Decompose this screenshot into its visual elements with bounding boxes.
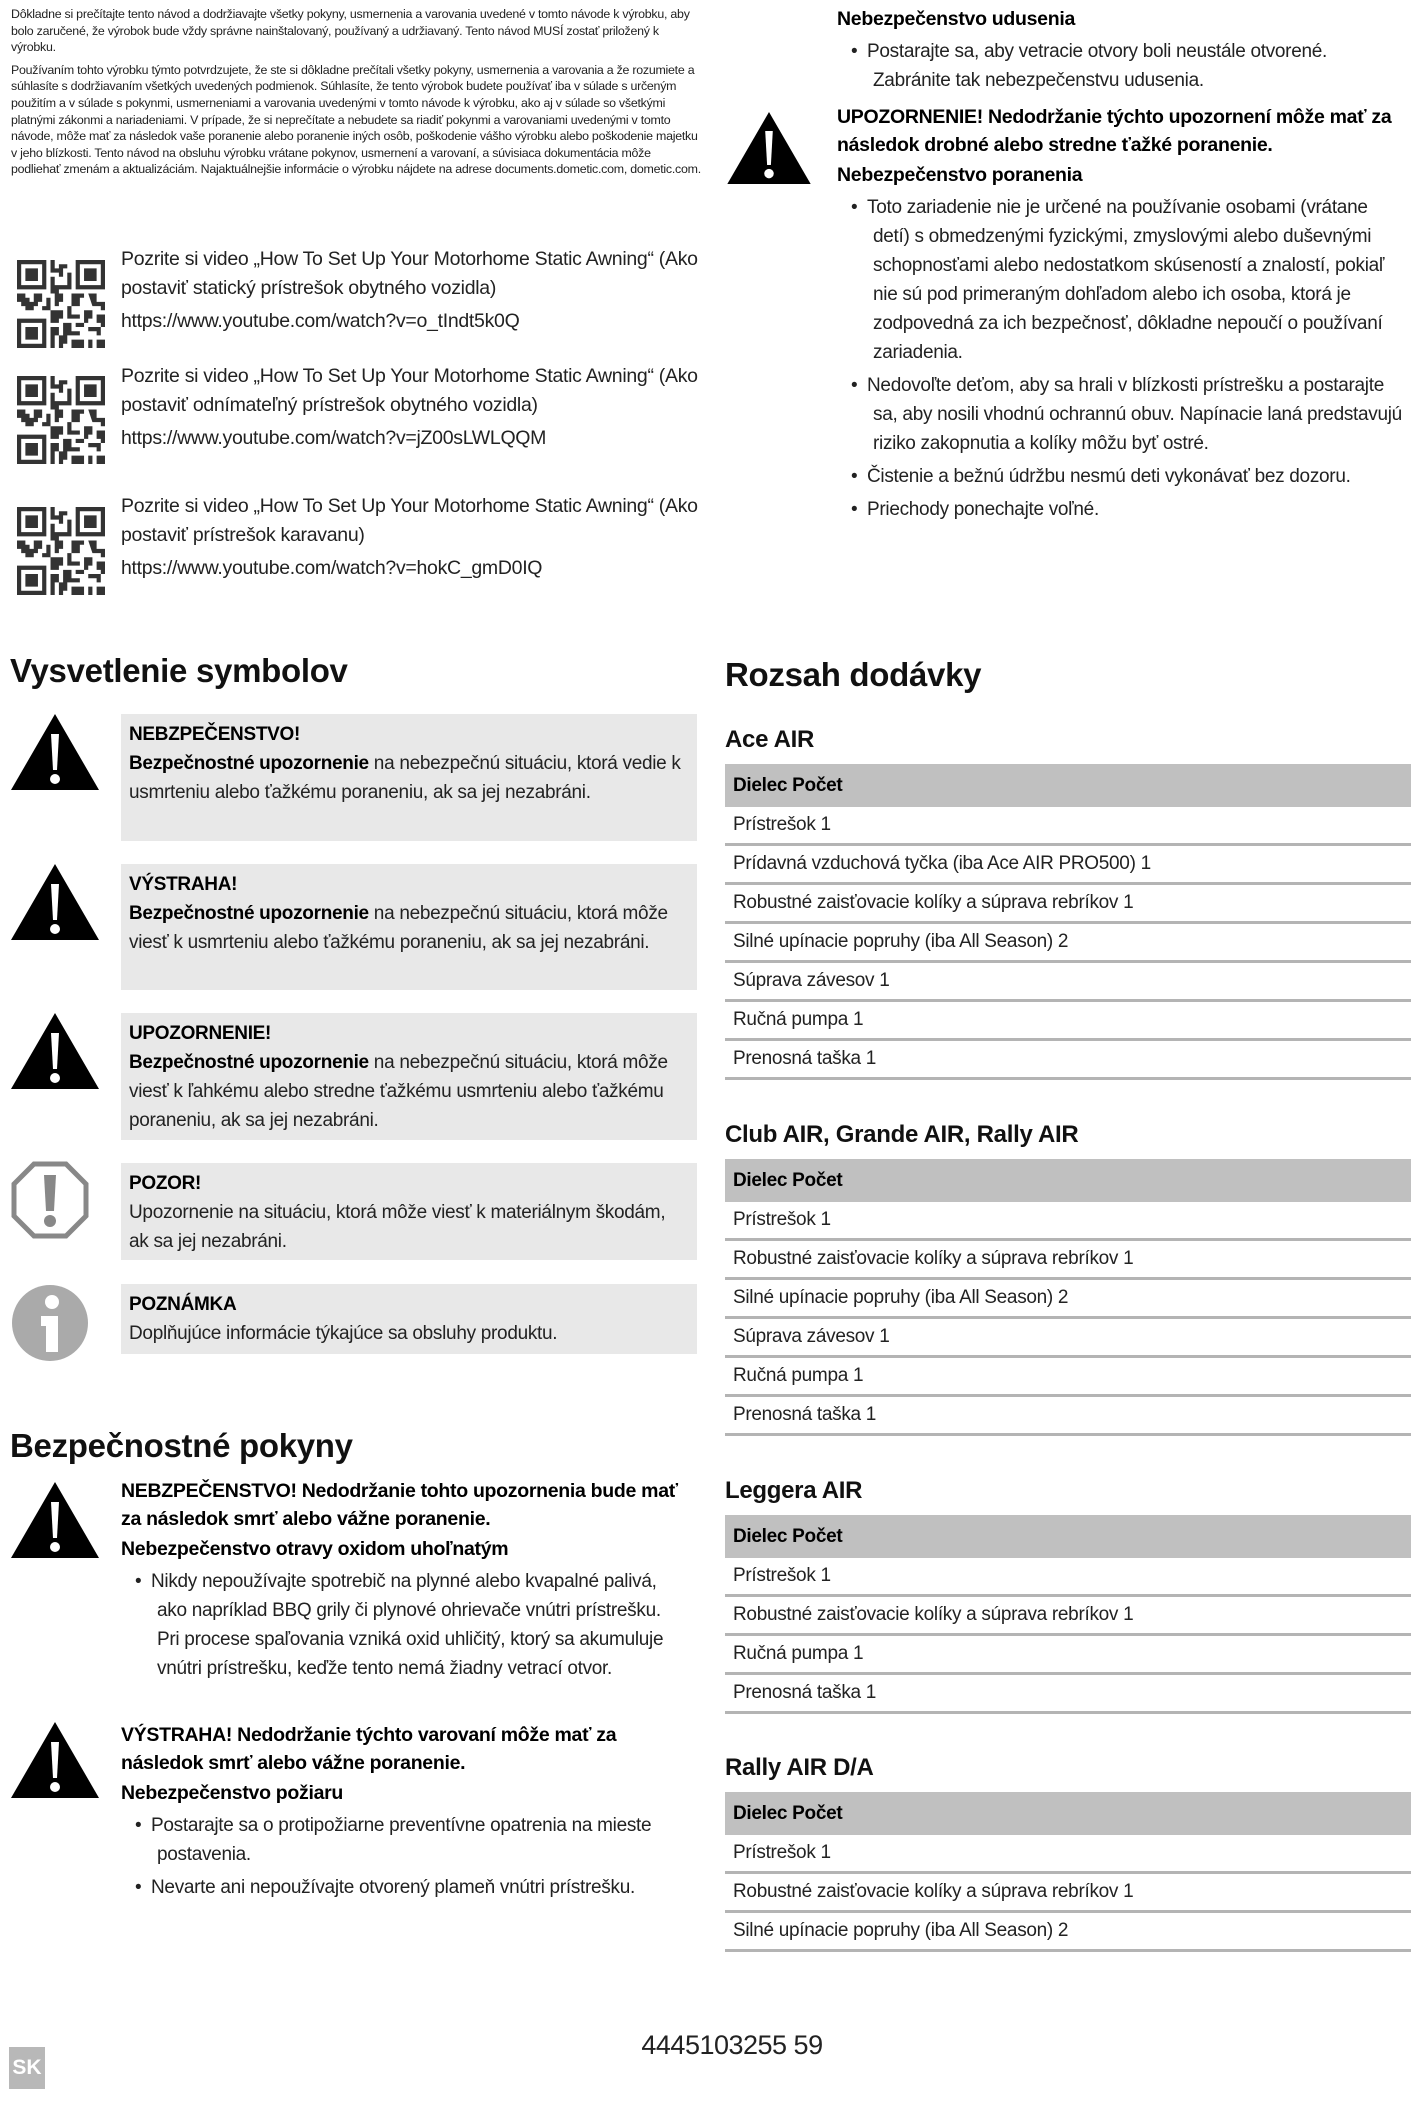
- symbol-title: POZNÁMKA: [129, 1294, 237, 1315]
- table-row: Robustné zaisťovacie kolíky a súprava rebríkov 1: [725, 1241, 1411, 1280]
- symbol-bold: Bezpečnostné upozornenie: [129, 753, 369, 774]
- delivery-section: [725, 1477, 1411, 1714]
- table-row: Súprava závesov 1: [725, 1319, 1411, 1358]
- symbol-text: Upozornenie na situáciu, ktorá môže viesť k materiálnym škodám, ak sa jej nezabráni.: [129, 1202, 666, 1252]
- table-row: Prídavná vzduchová tyčka (iba Ace AIR PRO500) 1: [725, 846, 1411, 885]
- table-row: Prenosná taška 1: [725, 1675, 1411, 1714]
- symbol-title: UPOZORNENIE!: [129, 1023, 272, 1044]
- bullet-item: • Nikdy nepoužívajte spotrebič na plynné alebo kvapalné palivá, ako napríklad BBQ grily či plynové ohrievače vnútri prístrešku. Pri procese spaľovania vzniká oxid uhličitý, ktorý sa akumuluje vnútri prístrešku, keďže tento nemá žiadny vetrací otvor.: [121, 1567, 681, 1683]
- caution-bullets: [837, 193, 1407, 524]
- product-heading: Ace AIR: [725, 726, 815, 753]
- symbol-note: [121, 1284, 697, 1354]
- page-number: 4445103255 59: [641, 2030, 823, 2060]
- bullet-item: • Toto zariadenie nie je určené na používanie osobami (vrátane detí) s obmedzenými fyzickými, zmyslovými alebo duševnými schopnosťami alebo nedostatkom skúseností a znalostí, pokiaľ nie sú pod primeraným dohľadom alebo ich osoba, ktorá je zodpovedná za ich bezpečnosť, dôkladne nepoučí o používaní zariadenia.: [837, 193, 1407, 367]
- section-heading-delivery: Rozsah dodávky: [725, 656, 982, 693]
- parts-table: [725, 1159, 1411, 1436]
- video-link-item: [121, 362, 701, 453]
- intro-paragraph: Dôkladne si prečítajte tento návod a dodržiavajte všetky pokyny, usmernenia a varovania uvedené v tomto návode k výrobku, aby bolo zaručené, že výrobok bude vždy správne nainštalovaný, používaný a udržiavaný. Tento návod MUSÍ zostať priložený k výrobku.: [11, 7, 690, 55]
- table-header: Dielec Počet: [725, 764, 1411, 807]
- danger-triangle-icon: [11, 714, 99, 790]
- caution-triangle-icon: [725, 112, 813, 184]
- caution-subheading: Nebezpečenstvo poranenia: [837, 164, 1083, 186]
- table-header: Dielec Počet: [725, 1515, 1411, 1558]
- safety-caution-block: [837, 103, 1407, 524]
- symbol-notice: [121, 1163, 697, 1260]
- table-row: Robustné zaisťovacie kolíky a súprava rebríkov 1: [725, 885, 1411, 924]
- video-link-item: [121, 245, 701, 336]
- product-heading: Club AIR, Grande AIR, Rally AIR: [725, 1121, 1079, 1148]
- product-heading: Leggera AIR: [725, 1477, 863, 1504]
- table-row: Robustné zaisťovacie kolíky a súprava rebríkov 1: [725, 1597, 1411, 1636]
- intro-paragraph: Používaním tohto výrobku týmto potvrdzujete, že ste si dôkladne prečítali všetky pokyny, usmernenia a varovania a že rozumiete a súhlasíte s dodržiavaním všetkých uvedených podmienok. Súhlasíte, že tento výrobok budete používať iba v súlade s určeným použitím a v súlade s pokynmi, usmerneniami a varovania uvedenými v tomto návode k výrobku, ako aj v súlade so všetkými platnými zákonmi a nariadeniami. V prípade, že si neprečítate a nebudete sa riadiť pokynmi a varovaniami uvedenými v tomto návode, môže mať za následok vaše poranenie alebo poranenie iných osôb, poškodenie vášho výrobku alebo poškodenie majetku v jeho blízkosti. Tento návod na obsluhu výrobku vrátane pokynov, usmernení a varovaní, a súvisiaca dokumentácia môže podliehať zmenám a aktualizáciám. Najaktuálnejšie informácie o výrobku nájdete na adrese documents.dometic.com, dometic.com.: [11, 62, 701, 177]
- notice-octagon-icon: [11, 1161, 89, 1239]
- video-description: Pozrite si video „How To Set Up Your Motorhome Static Awning“ (Ako postaviť prístrešok karavanu): [121, 495, 698, 546]
- symbol-title: POZOR!: [129, 1173, 202, 1194]
- delivery-section: [725, 1754, 1411, 1952]
- symbol-bold: Bezpečnostné upozornenie: [129, 1052, 369, 1073]
- parts-table: [725, 1515, 1411, 1714]
- table-row: Súprava závesov 1: [725, 963, 1411, 1002]
- delivery-section: [725, 1121, 1411, 1436]
- product-heading: Rally AIR D/A: [725, 1754, 874, 1781]
- symbol-text: na nebezpečnú situáciu, ktorá vedie k usmrteniu alebo ťažkému poraneniu, ak sa jej nezabráni.: [129, 753, 681, 803]
- table-row: Prístrešok 1: [725, 1558, 1411, 1597]
- danger-subheading: Nebezpečenstvo otravy oxidom uhoľnatým: [121, 1538, 509, 1560]
- warning-triangle-icon: [11, 1722, 99, 1798]
- symbol-title: NEBZPEČENSTVO!: [129, 724, 301, 745]
- caution-triangle-icon: [11, 1013, 99, 1089]
- danger-triangle-icon: [11, 1482, 99, 1558]
- symbol-danger: [121, 714, 697, 841]
- qr-code-icon: [17, 376, 105, 464]
- symbol-text: na nebezpečnú situáciu, ktorá môže viesť k ľahkému alebo stredne ťažkému usmrteniu alebo ťažkému poraneniu, ak sa jej nezabráni.: [129, 1052, 668, 1131]
- table-row: Prístrešok 1: [725, 1202, 1411, 1241]
- language-badge: SK: [9, 2047, 45, 2089]
- symbol-caution: [121, 1013, 697, 1140]
- table-row: Ručná pumpa 1: [725, 1358, 1411, 1397]
- symbol-bold: Bezpečnostné upozornenie: [129, 903, 369, 924]
- table-header: Dielec Počet: [725, 1159, 1411, 1202]
- table-row: Prenosná taška 1: [725, 1041, 1411, 1080]
- table-header: Dielec Počet: [725, 1792, 1411, 1835]
- table-row: Prístrešok 1: [725, 1835, 1411, 1874]
- table-row: Prístrešok 1: [725, 807, 1411, 846]
- warning-bullets: [121, 1811, 681, 1902]
- table-row: Silné upínacie popruhy (iba All Season) 2: [725, 1280, 1411, 1319]
- table-row: Ručná pumpa 1: [725, 1002, 1411, 1041]
- video-url-link[interactable]: https://www.youtube.com/watch?v=jZ00sLWLQQM: [121, 427, 547, 449]
- symbol-warning: [121, 864, 697, 990]
- intro-text: [11, 6, 701, 178]
- symbol-title: VÝSTRAHA!: [129, 874, 238, 895]
- video-url-link[interactable]: https://www.youtube.com/watch?v=o_tIndt5k0Q: [121, 310, 520, 332]
- caution-warning: UPOZORNENIE! Nedodržanie týchto upozornení môže mať za následok drobné alebo stredne ťažké poranenie.: [837, 106, 1392, 156]
- parts-table: [725, 1792, 1411, 1952]
- warning-text: VÝSTRAHA! Nedodržanie týchto varovaní môže mať za následok smrť alebo vážne poranenie.: [121, 1724, 617, 1774]
- table-row: Robustné zaisťovacie kolíky a súprava rebríkov 1: [725, 1874, 1411, 1913]
- parts-table: [725, 764, 1411, 1080]
- section-heading-safety: Bezpečnostné pokyny: [10, 1427, 353, 1464]
- suffocation-bullets: [837, 37, 1407, 95]
- qr-code-icon: [17, 507, 105, 595]
- bullet-item: • Nedovoľte deťom, aby sa hrali v blízkosti prístrešku a postarajte sa, aby nosili vhodnú ochrannú obuv. Napínacie laná predstavujú riziko zakopnutia a kolíky môžu byť ostré.: [837, 371, 1407, 458]
- symbol-text: na nebezpečnú situáciu, ktorá môže viesť k usmrteniu alebo ťažkému poraneniu, ak sa jej nezabráni.: [129, 903, 668, 953]
- video-description: Pozrite si video „How To Set Up Your Motorhome Static Awning“ (Ako postaviť odnímateľný prístrešok obytného vozidla): [121, 365, 698, 416]
- bullet-item: • Čistenie a bežnú údržbu nesmú deti vykonávať bez dozoru.: [837, 462, 1407, 491]
- table-row: Ručná pumpa 1: [725, 1636, 1411, 1675]
- safety-warning-block: [121, 1721, 681, 1902]
- symbol-text: Doplňujúce informácie týkajúce sa obsluhy produktu.: [129, 1323, 558, 1344]
- bullet-item: • Priechody ponechajte voľné.: [837, 495, 1407, 524]
- suffocation-subheading: Nebezpečenstvo udusenia: [837, 8, 1076, 30]
- danger-warning: NEBZPEČENSTVO! Nedodržanie tohto upozornenia bude mať za následok smrť alebo vážne poranenie.: [121, 1480, 678, 1530]
- video-description: Pozrite si video „How To Set Up Your Motorhome Static Awning“ (Ako postaviť statický prístrešok obytného vozidla): [121, 248, 698, 299]
- bullet-item: • Nevarte ani nepoužívajte otvorený plameň vnútri prístrešku.: [121, 1873, 681, 1902]
- table-row: Prenosná taška 1: [725, 1397, 1411, 1436]
- bullet-item: • Postarajte sa o protipožiarne preventívne opatrenia na mieste postavenia.: [121, 1811, 681, 1869]
- warning-triangle-icon: [11, 864, 99, 940]
- danger-bullets: [121, 1567, 681, 1683]
- bullet-item: • Postarajte sa, aby vetracie otvory boli neustále otvorené. Zabránite tak nebezpečenstvu udusenia.: [837, 37, 1407, 95]
- video-link-item: [121, 492, 701, 583]
- video-url-link[interactable]: https://www.youtube.com/watch?v=hokC_gmD0IQ: [121, 557, 543, 579]
- delivery-section: [725, 726, 1411, 1080]
- safety-danger-block: [121, 1477, 681, 1683]
- warning-subheading: Nebezpečenstvo požiaru: [121, 1782, 344, 1804]
- info-icon: [11, 1284, 89, 1362]
- table-row: Silné upínacie popruhy (iba All Season) 2: [725, 924, 1411, 963]
- safety-suffocation-block: [837, 5, 1407, 95]
- table-row: Silné upínacie popruhy (iba All Season) 2: [725, 1913, 1411, 1952]
- qr-code-icon: [17, 260, 105, 348]
- section-heading-symbols: Vysvetlenie symbolov: [10, 652, 348, 689]
